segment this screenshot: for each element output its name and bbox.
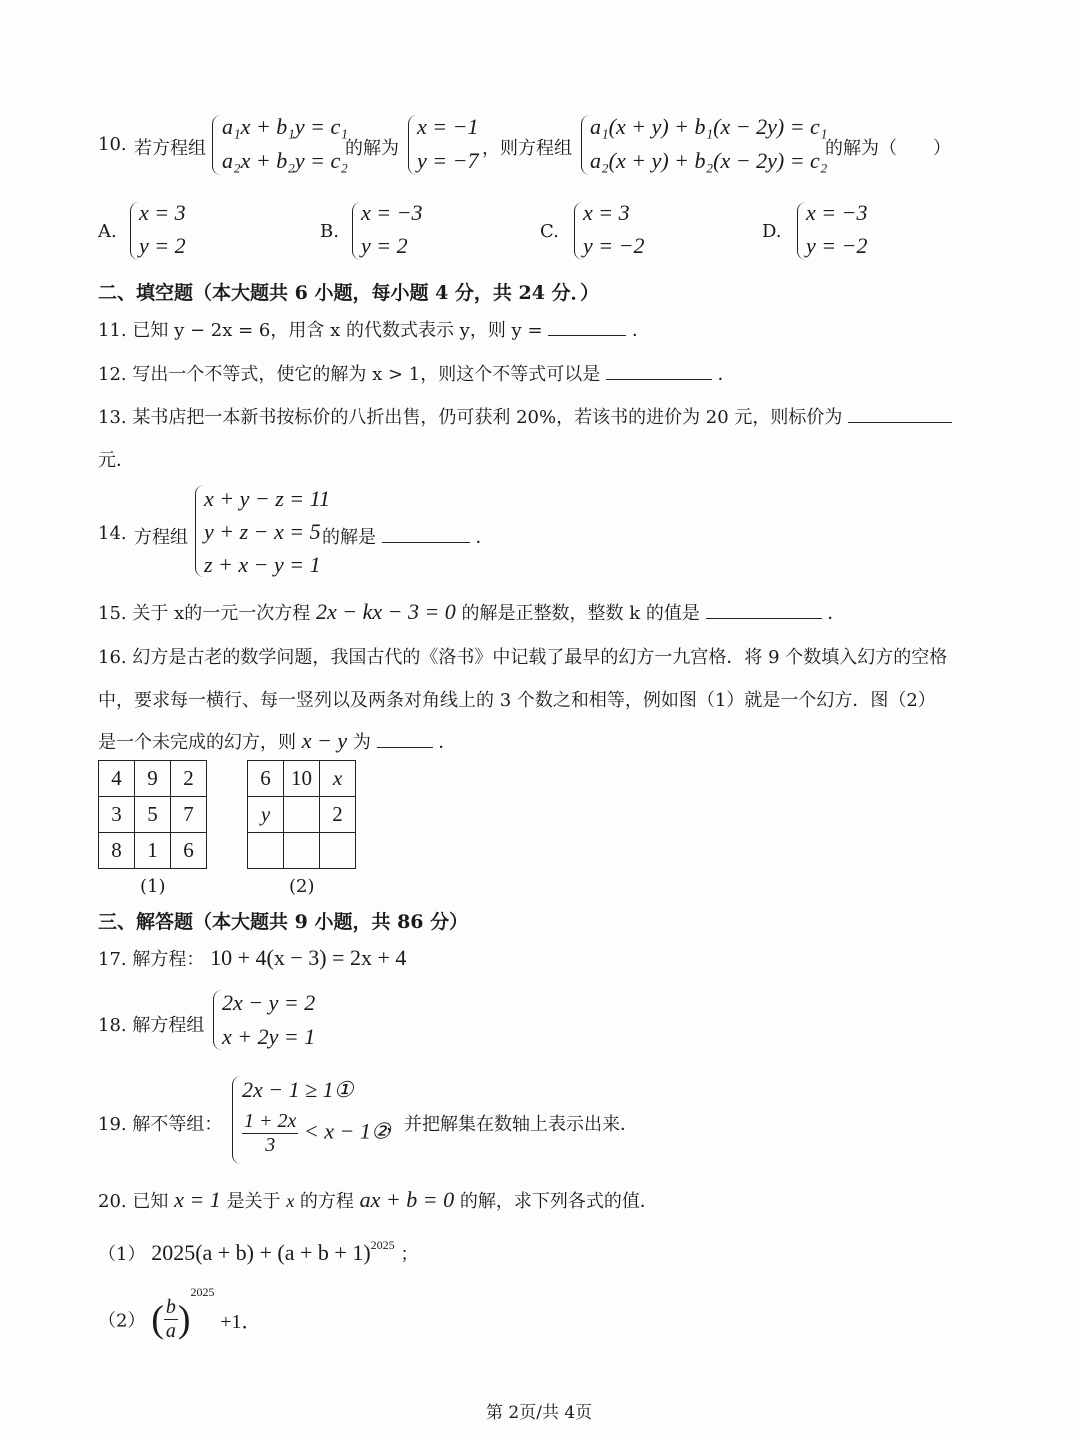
q19-brace (232, 1076, 241, 1164)
section-fill-blank-heading: 二、填空题（本大题共 6 小题，每小题 4 分，共 24 分．） (98, 282, 600, 304)
q20-part2-numerator: b (165, 1296, 176, 1318)
option-b-line1: x = −3 (361, 200, 423, 225)
q18-line1: 2x − y = 2 (222, 990, 316, 1015)
q10-sol-line1: x = −1 (417, 114, 479, 139)
q14-tail: 的解是 (322, 527, 376, 548)
grid1-cell: 5 (135, 797, 171, 833)
grid1-cell: 9 (135, 761, 171, 797)
q16-answer-blank[interactable] (377, 731, 433, 748)
option-c-brace (574, 202, 583, 260)
section-answer-heading: 三、解答题（本大题共 9 小题，共 86 分） (98, 911, 469, 933)
q20-part2-exponent: 2025 (190, 1284, 215, 1299)
option-b-line2: y = 2 (361, 233, 408, 258)
option-b-brace (352, 202, 361, 260)
magic-square-2 (247, 760, 356, 869)
q11-answer-blank[interactable] (548, 319, 626, 336)
q20-a: 20. 已知 (98, 1191, 169, 1212)
option-c-line2: y = −2 (583, 233, 645, 258)
q18-brace (213, 990, 222, 1050)
grid1-cell: 2 (171, 761, 207, 797)
q13-text: 13. 某书店把一本新书按标价的八折出售，仍可获利 20%，若该书的进价为 20 元，则标价为 (98, 407, 843, 428)
q15 (98, 599, 845, 625)
grid1-cell: 8 (99, 833, 135, 869)
q16-expression: x − y (301, 728, 348, 753)
q10-lead: 若方程组 (134, 138, 206, 159)
q10-brace-2 (408, 115, 417, 175)
q10-mid: 的解为 (345, 138, 399, 159)
q14-answer-blank[interactable] (382, 526, 470, 543)
grid2-cell: 6 (248, 761, 284, 797)
q12-answer-blank[interactable] (606, 363, 712, 380)
magic-square-1 (98, 760, 207, 869)
grid1-cell: 7 (171, 797, 207, 833)
q12-end: ． (717, 364, 736, 385)
q20-b: 是关于 (226, 1191, 281, 1212)
q14-brace (195, 485, 204, 577)
option-c-label: C. (540, 221, 559, 242)
option-c-line1: x = 3 (583, 200, 630, 225)
grid2-cell (284, 833, 320, 869)
q20-part1-label: （1） (98, 1244, 146, 1265)
q11-end: ． (632, 320, 650, 341)
q10-sol-line2: y = −7 (417, 148, 479, 173)
grid2-cell: y (248, 797, 284, 833)
q14-line2: y + z − x = 5 (204, 519, 321, 544)
q19-line1: 2x − 1 ≥ 1① (242, 1077, 354, 1102)
q19-numerator: 1 + 2x (244, 1110, 297, 1132)
q20-part1-exponent: 2025 (370, 1238, 395, 1252)
q16-end: ． (438, 732, 457, 753)
option-a-line2: y = 2 (139, 233, 186, 258)
grid1-cell: 4 (99, 761, 135, 797)
q19-line2 (242, 1110, 391, 1157)
q14-end: ． (475, 527, 494, 548)
q20-c: 的方程 (299, 1191, 354, 1212)
q10-tail: 的解为（ ） (825, 138, 951, 159)
page-footer: 第 2页/共 4页 (486, 1403, 593, 1423)
grid2-cell: 2 (320, 797, 356, 833)
grid2-cell: x (320, 761, 356, 797)
q14-line3: z + x − y = 1 (204, 552, 321, 577)
q20-part2-label: （2） (98, 1310, 146, 1332)
q16-line3-b: 为 (352, 732, 371, 753)
q13-line2: 元． (98, 450, 134, 471)
grid1-caption: (1) (140, 876, 166, 897)
q14-number: 14. (98, 523, 127, 544)
q14-tail-group (322, 523, 493, 549)
q10-brace-1 (212, 115, 221, 175)
q13-answer-blank[interactable] (848, 406, 952, 423)
q20-stem (98, 1187, 658, 1213)
grid2-cell (284, 797, 320, 833)
q10-brace-3 (581, 115, 590, 175)
q19-text: 19. 解不等组： (98, 1114, 223, 1135)
q20-condition: x = 1 (174, 1187, 221, 1212)
option-d-label: D. (762, 221, 782, 242)
q16-line3 (98, 728, 456, 754)
option-a-brace (130, 202, 139, 260)
q15-end: ． (827, 603, 846, 624)
q20-part2-fraction (164, 1296, 178, 1343)
q10-sys1-line1: a₁x + b₁y = c₁ (222, 114, 348, 139)
q20-part2-denominator: a (165, 1320, 176, 1342)
q10-number: 10. (98, 134, 127, 155)
q11 (98, 316, 650, 342)
q15-equation: 2x − kx − 3 = 0 (315, 599, 456, 624)
grid2-cell (320, 833, 356, 869)
q17-text: 17. 解方程： (98, 949, 205, 970)
option-a-label: A. (98, 221, 117, 242)
q14-lead: 方程组 (134, 527, 188, 548)
q18-text: 18. 解方程组 (98, 1015, 205, 1036)
q16-line2: 中，要求每一横行、每一竖列以及两条对角线上的 3 个数之和相等，例如图（1）就是一个幻方．图（2） (98, 690, 936, 711)
grid1-cell: 3 (99, 797, 135, 833)
q19-tail: ，并把解集在数轴上表示出来． (386, 1114, 638, 1135)
option-d-brace (797, 202, 806, 260)
q10-sys2-line2: a₂(x + y) + b₂(x − 2y) = c₂ (590, 148, 828, 173)
q20-d: 的解，求下列各式的值． (459, 1191, 658, 1212)
q20-var: x (286, 1191, 295, 1211)
q16-line3-a: 是一个未完成的幻方，则 (98, 732, 296, 753)
q12 (98, 360, 736, 386)
q18-line2: x + 2y = 1 (222, 1024, 316, 1049)
q20-equation: ax + b = 0 (359, 1187, 455, 1212)
q10-then: ，则方程组 (482, 138, 572, 159)
q19-denominator: 3 (265, 1134, 276, 1156)
grid2-cell (248, 833, 284, 869)
q15-text1: 15. 关于 x的一元一次方程 (98, 603, 311, 624)
option-a-line1: x = 3 (139, 200, 186, 225)
grid1-cell: 6 (171, 833, 207, 869)
q16-line1: 16. 幻方是古老的数学问题，我国古代的《洛书》中记载了最早的幻方一九宫格．将 9 个数填入幻方的空格 (98, 647, 948, 668)
q12-text: 12. 写出一个不等式，使它的解为 x > 1，则这个不等式可以是 (98, 364, 601, 385)
q20-part1-end: ； (400, 1244, 419, 1265)
grid2-caption: (2) (289, 876, 315, 897)
q20-part1-expression: 2025(a + b) + (a + b + 1) (151, 1240, 371, 1265)
q11-text: 11. 已知 y − 2x = 6，用含 x 的代数式表示 y，则 y = (98, 320, 543, 341)
grid2-cell: 10 (284, 761, 320, 797)
q20-part2 (98, 1284, 262, 1343)
option-d-line2: y = −2 (806, 233, 868, 258)
q20-part2-left-paren: ( (151, 1298, 164, 1341)
option-d-line1: x = −3 (806, 200, 868, 225)
q10-sys2-line1: a₁(x + y) + b₁(x − 2y) = c₁ (590, 114, 828, 139)
q19-line2-rest: < x − 1② (303, 1118, 391, 1144)
q13 (98, 403, 952, 429)
q15-text2: 的解是正整数，整数 k 的值是 (461, 603, 700, 624)
q15-answer-blank[interactable] (706, 602, 822, 619)
q17-equation: 10 + 4(x − 3) = 2x + 4 (210, 945, 407, 970)
q20-part2-tail: +1． (220, 1311, 262, 1333)
q19-fraction (242, 1110, 298, 1157)
q20-part2-right-paren: ) (177, 1298, 191, 1341)
q20-part1 (98, 1240, 418, 1266)
q17 (98, 945, 406, 971)
q10-sys1-line2: a₂x + b₂y = c₂ (222, 148, 348, 173)
option-b-label: B. (320, 221, 339, 242)
q14-line1: x + y − z = 11 (204, 486, 330, 511)
grid1-cell: 1 (135, 833, 171, 869)
